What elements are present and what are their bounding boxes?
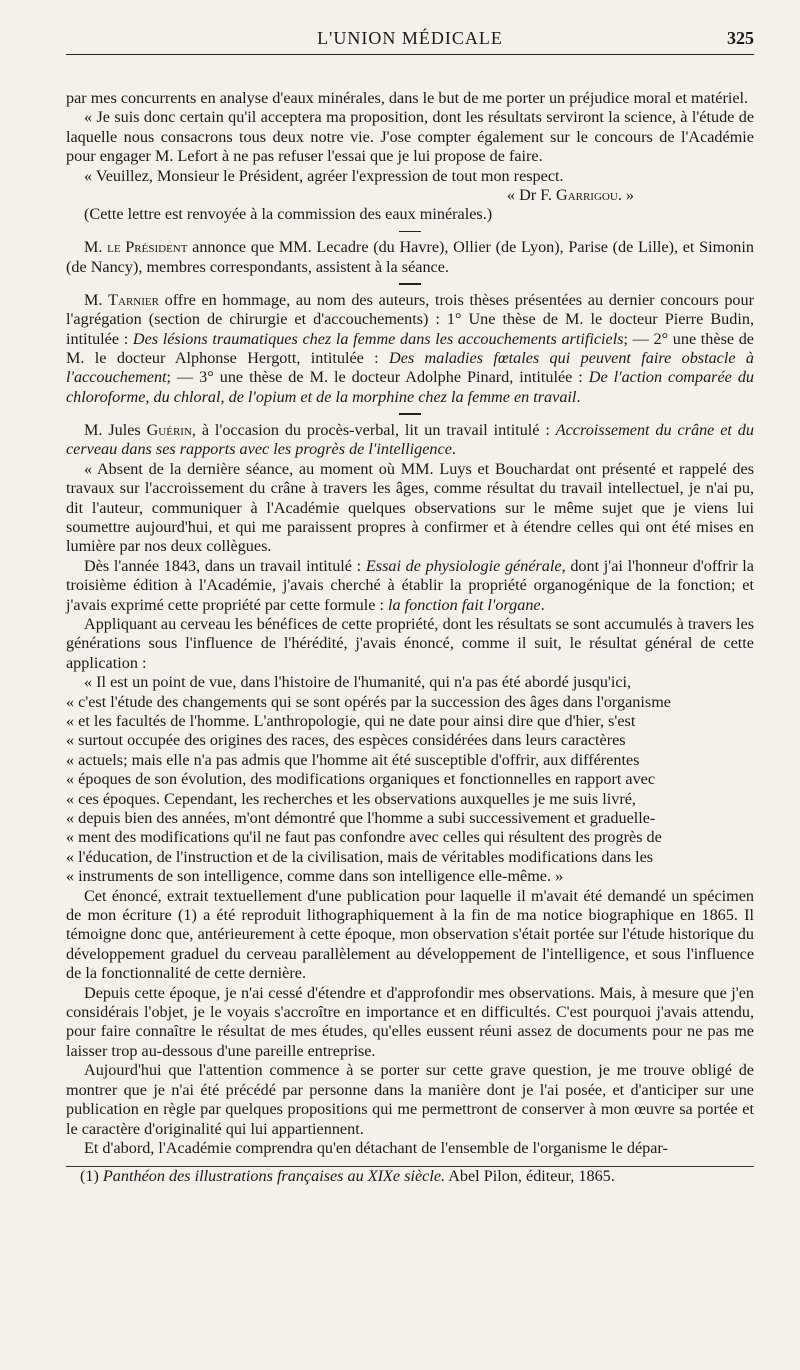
work-title: Essai de physiologie générale xyxy=(365,556,562,575)
footnote-marker: (1) xyxy=(80,1167,103,1186)
guerin-paragraph: Appliquant au cerveau les bénéfices de cette propriété, dont les résultats se sont accumulés à travers les générations sous l'influence de l'hérédité, j'avais énoncé, comme il suit, le résultat général de cette application : xyxy=(66,614,754,672)
president-prefix: M. xyxy=(84,238,108,257)
quote-line: « surtout occupée des origines des races, des espèces considérées dans leurs caractères xyxy=(66,731,626,750)
guerin-paragraph: « Absent de la dernière séance, au moment où MM. Luys et Bouchardat ont présenté et rappelé des travaux sur l'accroissement du crâne à travers les âges, comme résultat du travail intellectuel, je n'ai pu, dit l'auteur, communiquer à l'Académie quelques observations sur le même sujet que je viens lui soumettre aujourd'hui, et qui me paraissent propres à confirmer et à étendre celles qui ont été mises en lumière par nos deux collègues. xyxy=(66,459,754,556)
signature-prefix: « Dr xyxy=(506,186,541,205)
signature-suffix: . » xyxy=(617,186,634,205)
quote-line: « actuels; mais elle n'a pas admis que l'homme ait été susceptible d'offrir, aux différentes xyxy=(66,750,640,769)
footnote-publisher: Abel Pilon, éditeur, 1865. xyxy=(445,1167,615,1186)
letter-paragraph: « Veuillez, Monsieur le Président, agréer l'expression de tout mon respect. xyxy=(84,166,564,185)
running-header xyxy=(66,20,754,55)
referral-note: (Cette lettre est renvoyée à la commission des eaux minérales.) xyxy=(84,205,493,224)
thesis-title: Des maladies fœtales qui peuvent faire obstacle à l'accouchement xyxy=(66,349,754,387)
guerin-name: Guérin xyxy=(146,420,192,439)
tarnier-text: ; — 2° une thèse de M. le docteur Alphonse Hergott, intitulée : xyxy=(66,329,754,368)
guerin-paragraph: Et d'abord, l'Académie comprendra qu'en détachant de l'ensemble de l'organisme le dépar- xyxy=(84,1138,668,1157)
guerin-intro xyxy=(66,421,754,460)
tarnier-text: offre en hommage, au nom des auteurs, trois thèses présentées au dernier concours pour l'agrégation (section de chirurgie et d'accouchements) : 1° Une thèse de M. le docteur Pierre Budin, intitulée : xyxy=(66,290,754,348)
tarnier-text: . xyxy=(576,387,581,406)
signature xyxy=(66,186,754,205)
quote-line: « instruments de son intelligence, comme dans son intelligence elle-même. » xyxy=(66,867,564,886)
section-divider xyxy=(399,231,421,233)
quote-line: « Il est un point de vue, dans l'histoire de l'humanité, qui n'a pas été abordé jusqu'ici, xyxy=(84,673,632,692)
work-title: Accroissement du crâne et du cerveau dans ses rapports avec les progrès de l'intelligence xyxy=(66,420,754,459)
signature-name: F. Garrigou xyxy=(540,186,618,205)
president-paragraph xyxy=(66,238,754,277)
tarnier-paragraph xyxy=(66,291,754,407)
guerin-text: , à l'occasion du procès-verbal, lit un travail intitulé : xyxy=(191,420,556,439)
thesis-title: Des lésions traumatiques chez la femme dans les accouchements artificiels xyxy=(132,329,624,348)
tarnier-prefix: M. xyxy=(84,290,109,309)
letter-paragraph: « Je suis donc certain qu'il acceptera ma proposition, dont les résultats serviront la science, à l'étude de laquelle nous consacrons tous deux notre vie. J'ose compter également sur le concours de l'Académie pour engager M. Lefort à ne pas refuser l'essai que je lui propose de faire. xyxy=(66,108,754,166)
section-divider xyxy=(399,283,421,285)
tarnier-text: ; — 3° une thèse de M. le docteur Adolphe Pinard, intitulée : xyxy=(166,368,589,387)
formula: la fonction fait l'organe xyxy=(388,595,541,614)
quote-line: « c'est l'étude des changements qui se sont opérés par la succession des âges dans l'organisme xyxy=(66,692,671,711)
footnote-title: Panthéon des illustrations françaises au xyxy=(102,1167,364,1186)
quote-line: « ces époques. Cependant, les recherches et les observations auxquelles je me suis livré, xyxy=(66,789,636,808)
guerin-text: . xyxy=(451,440,456,459)
guerin-paragraph: Depuis cette époque, je n'ai cessé d'étendre et d'approfondir mes observations. Mais, à mesure que j'en considérais l'objet, je le voyais s'accroître en importance et en difficultés. C'est pourquoi j'avais attendu, pour faire connaître le résultat de mes études, qu'elles eussent réuni assez de documents pour ne pas me laisser trop au-dessous d'une pareille entreprise. xyxy=(66,983,754,1060)
quote-line: « l'éducation, de l'instruction et de la civilisation, mais de véritables modifications dans les xyxy=(66,847,654,866)
guerin-paragraph: Cet énoncé, extrait textuellement d'une publication pour laquelle il m'avait été demandé un spécimen de mon écriture (1) a été reproduit lithographiquement à la fin de ma notice biographique en 1865. Il témoigne donc que, antérieurement à cette époque, mon observation s'était portée sur l'étude historique du développement graduel du cerveau parallèlement au développement de l'intelligence, et sous l'influence de la fonctionnalité de cette dernière. xyxy=(66,886,754,983)
page xyxy=(66,20,754,1350)
letter-paragraph: par mes concurrents en analyse d'eaux minérales, dans le but de me porter un préjudice moral et matériel. xyxy=(66,89,749,107)
section-divider xyxy=(399,413,421,415)
footnote-century: XIXe siècle. xyxy=(363,1167,446,1186)
thesis-title: De l'action comparée du chloroforme, du chloral, de l'opium et de la morphine chez la femme en travail xyxy=(66,368,755,406)
guerin-paragraph xyxy=(66,557,754,615)
page-number: 325 xyxy=(727,28,754,48)
tarnier-name: Tarnier xyxy=(108,290,159,309)
guerin-text: , dont j'ai l'honneur d'offrir la troisième édition à l'Académie, j'avais cherché à établir la propriété organogénique de la fonction; et j'avais exprimé cette propriété par cette formule : xyxy=(66,556,754,614)
quote-line: « et les facultés de l'homme. L'anthropologie, qui ne date pour ainsi dire que d'hier, s'est xyxy=(66,711,636,730)
guerin-paragraph: Aujourd'hui que l'attention commence à se porter sur cette grave question, je me trouve obligé de montrer que je n'ai été précédé par personne dans la manière dont je l'ai posée, et d'anticiper sur une publication en règle par quelques propositions qui me permettront de conserver à mon œuvre sa portée et le caractère d'originalité qui lui appartiennent. xyxy=(66,1061,754,1138)
guerin-prefix: M. Jules xyxy=(84,420,147,439)
guerin-text: Dès l'année 1843, dans un travail intitulé : xyxy=(84,556,366,575)
quote-line: « ment des modifications qu'il ne faut pas confondre avec celles qui résultent des progrès de xyxy=(66,828,662,847)
quotation-block xyxy=(66,673,754,886)
journal-title: L'UNION MÉDICALE xyxy=(317,28,503,48)
guerin-text: . xyxy=(540,595,545,614)
article-body xyxy=(66,89,754,1187)
footnote xyxy=(66,1167,754,1186)
president-name: le Président xyxy=(107,238,188,257)
president-text: annonce que MM. Lecadre (du Havre), Ollier (de Lyon), Parise (de Lille), et Simonin (de Nancy), membres correspondants, assistent à la séance. xyxy=(66,238,754,276)
quote-line: « depuis bien des années, m'ont démontré que l'homme a subi successivement et graduelle- xyxy=(66,809,656,827)
quote-line: « époques de son évolution, des modifications organiques et fonctionnelles en rapport avec xyxy=(66,770,656,789)
